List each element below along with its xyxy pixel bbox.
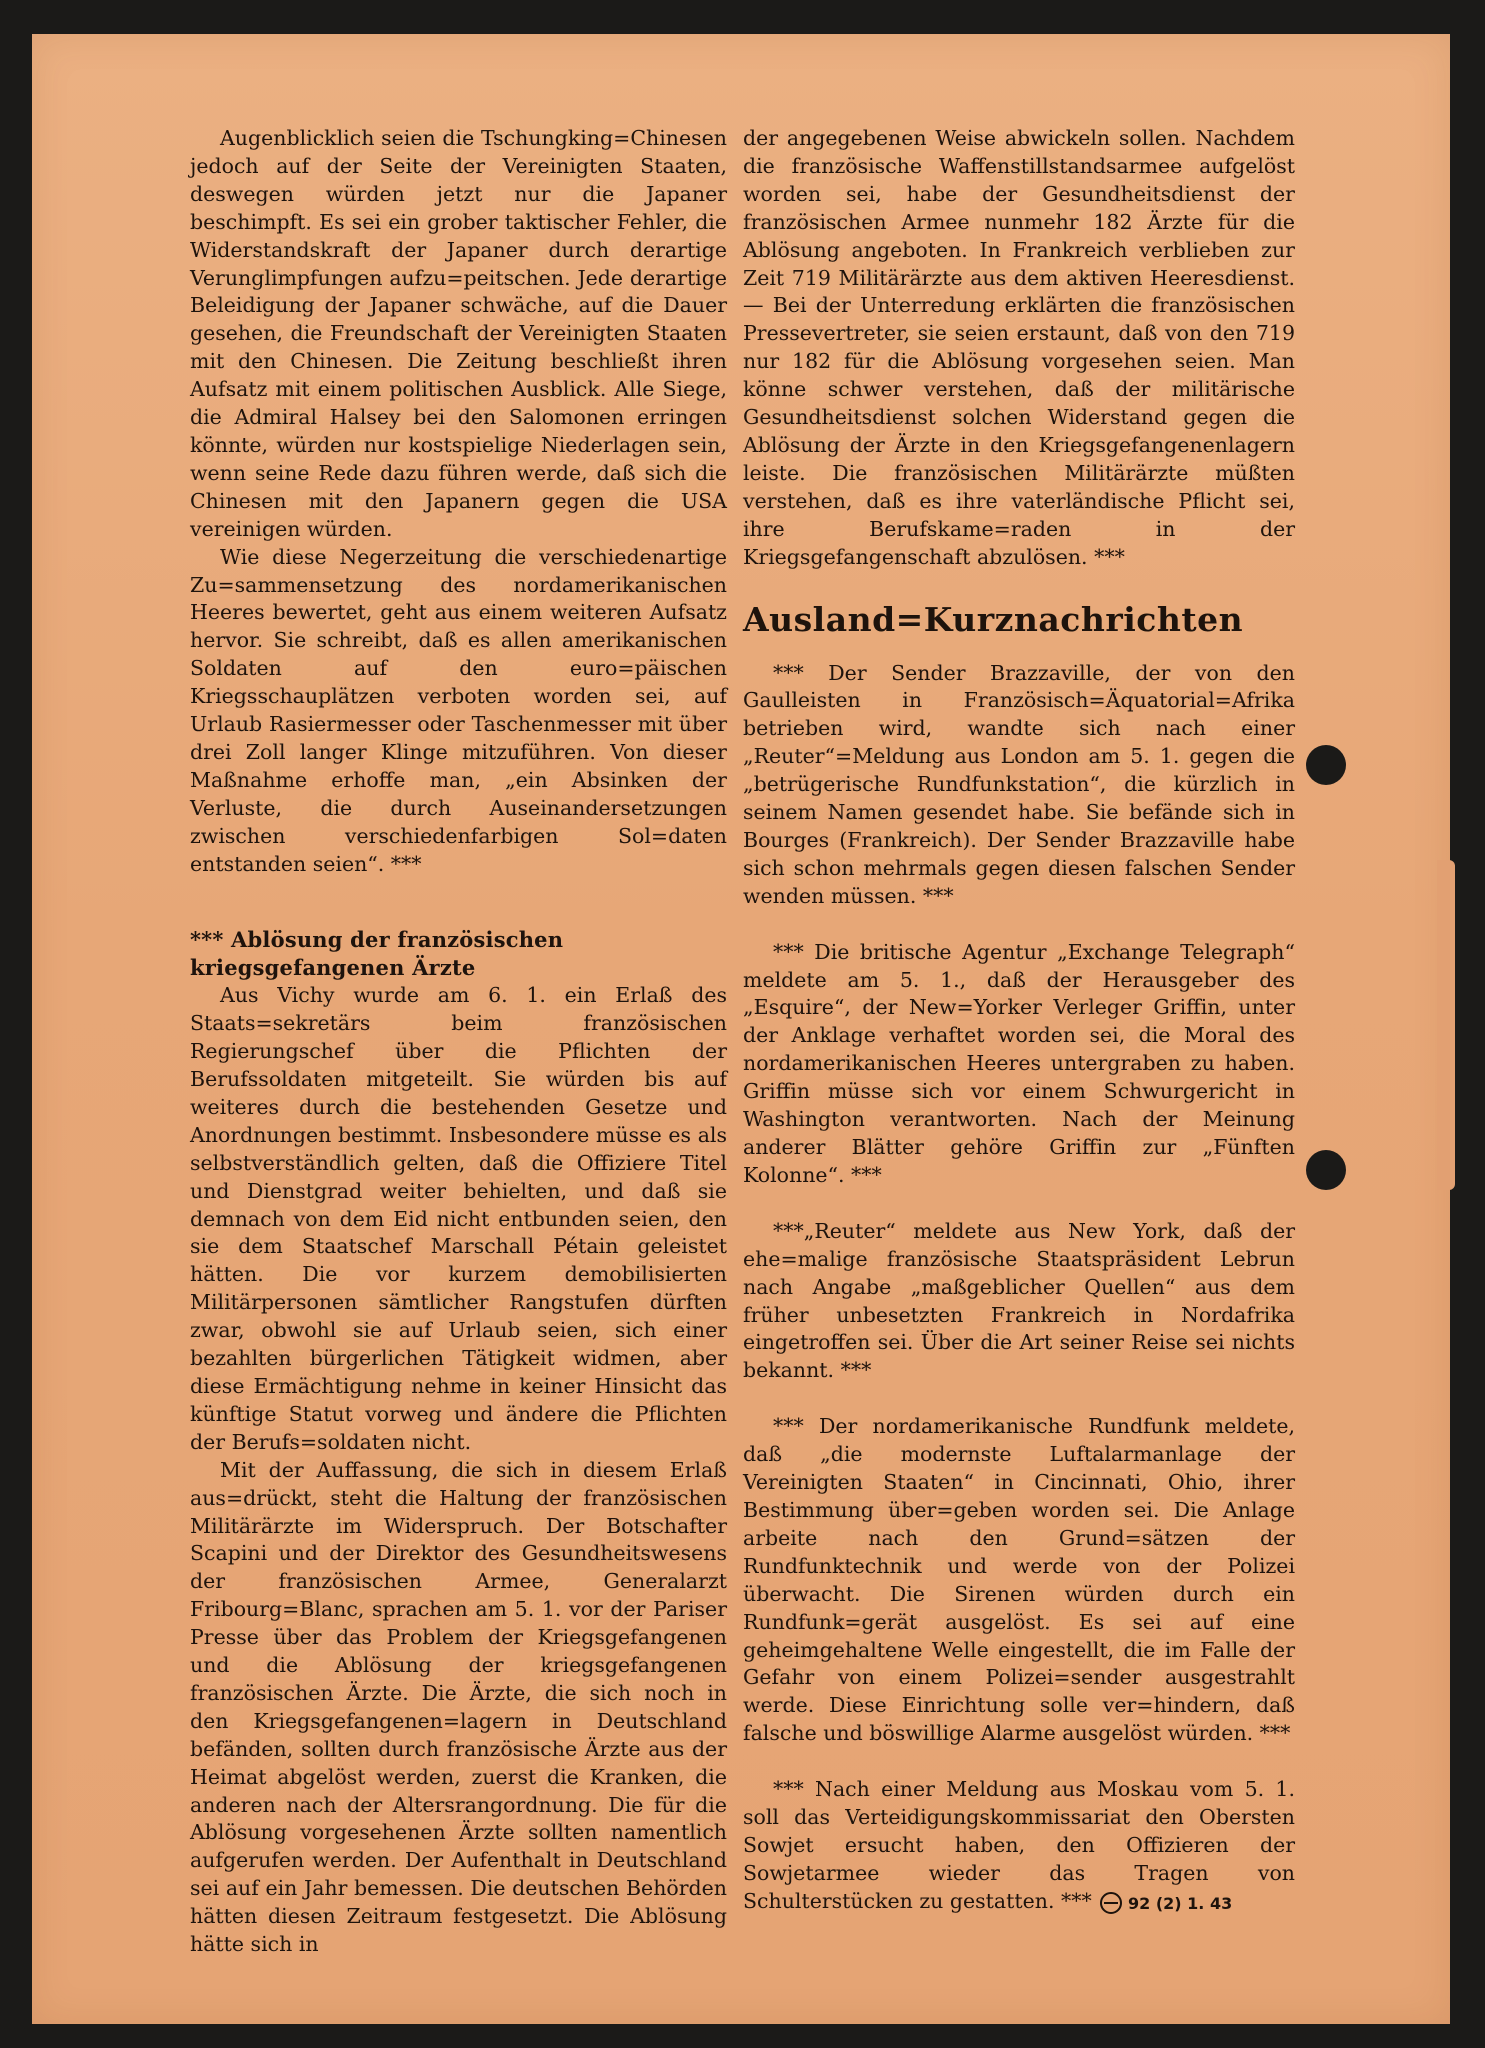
print-code: 92 (2) 1. 43 [1128, 1893, 1233, 1913]
article-paragraph: Wie diese Negerzeitung die verschiedenartige Zu=sammensetzung des nordamerikanischen Heeres bewertet, geht aus einem weiteren Aufsatz hervor. Sie schreibt, daß es allen amerikanischen Soldaten auf den euro=päischen Kriegsschauplätzen verboten worden sei, auf Urlaub Rasiermesser oder Taschenmesser mit über drei Zoll langer Klinge mitzuführen. Von dieser Maßnahme erhoffe man, „ein Absinken der Verluste, die durch Auseinandersetzungen zwischen verschiedenfarbigen Sol=daten entstanden seien“. *** [190, 544, 727, 876]
right-column [743, 125, 1295, 1916]
news-item: *** Der nordamerikanische Rundfunk meldete, daß „die modernste Luftalarmanlage der Vereinigten Staaten“ in Cincinnati, Ohio, ihrer Bestimmung über=geben worden sei. Die Anlage arbeite nach den Grund=sätzen der Rundfunktechnik und werde von der Polizei überwacht. Die Sirenen würden durch ein Rundfunk=gerät ausgelöst. Es sei auf eine geheimgehaltene Welle eingestellt, die im Falle der Gefahr von einem Polizei=sender ausgestrahlt werde. Diese Einrichtung solle ver=hindern, daß falsche und böswillige Alarme ausgelöst würden. *** [743, 1414, 1295, 1746]
news-item: ***„Reuter“ meldete aus New York, daß der ehe=malige französische Staatspräsident Lebrun nach Angabe „maßgeblicher Quellen“ aus dem früher unbesetzten Frankreich in Nordafrika eingetroffen sei. Über die Art seiner Reise sei nichts bekannt. *** [743, 1218, 1295, 1383]
article-paragraph: der angegebenen Weise abwickeln sollen. Nachdem die französische Waffenstillstandsarmee aufgelöst worden sei, habe der Gesundheitsdienst der französischen Armee nunmehr 182 Ärzte für die Ablösung angeboten. In Frankreich verblieben zur Zeit 719 Militärärzte aus dem aktiven Heeresdienst. — Bei der Unterredung erklärten die französischen Pressevertreter, sie seien erstaunt, daß von den 719 nur 182 für die Ablösung vorgesehen seien. Man könne schwer verstehen, daß der militärische Gesundheitsdienst solchen Widerstand gegen die Ablösung der Ärzte in den Kriegsgefangenenlagern leiste. Die französischen Militärärzte müßten verstehen, daß es ihre vaterländische Pflicht sei, ihre Berufskame=raden in der Kriegsgefangenschaft abzulösen. *** [743, 126, 1295, 569]
news-item: *** Der Sender Brazzaville, der von den Gaulleisten in Französisch=Äquatorial=Afrika betrieben wird, wandte sich nach einer „Reuter“=Meldung aus London am 5. 1. gegen die „betrügerische Rundfunkstation“, die kürzlich in seinem Namen gesendet habe. Sie befände sich in Bourges (Frankreich). Der Sender Brazzaville habe sich schon mehrmals gegen diesen falschen Sender wenden müssen. *** [743, 660, 1295, 908]
print-mark [1100, 1892, 1232, 1914]
article-paragraph: Augenblicklich seien die Tschungking=Chinesen jedoch auf der Seite der Vereinigten Staaten, deswegen würden jetzt nur die Japaner beschimpft. Es sei ein grober taktischer Fehler, die Widerstandskraft der Japaner durch derartige Verunglimpfungen aufzu=peitschen. Jede derartige Beleidigung der Japaner schwäche, auf die Dauer gesehen, die Freundschaft der Vereinigten Staaten mit den Chinesen. Die Zeitung beschließt ihren Aufsatz mit einem politischen Ausblick. Alle Siege, die Admiral Halsey bei den Salomonen erringen könnte, würden nur kostspielige Niederlagen sein, wenn seine Rede dazu führen werde, daß sich die Chinesen mit den Japanern gegen die USA vereinigen würden. [190, 126, 727, 541]
news-item: *** Die britische Agentur „Exchange Telegraph“ meldete am 5. 1., daß der Herausgeber des „Esquire“, der New=Yorker Verleger Griffin, unter der Anklage verhaftet worden sei, die Moral des nordamerikanischen Heeres untergraben zu haben. Griffin müsse sich vor einem Schwurgericht in Washington verantworten. Nach der Meinung anderer Blätter gehöre Griffin zur „Fünften Kolonne“. *** [743, 939, 1295, 1187]
punch-hole-top [1306, 745, 1346, 785]
seal-icon [1100, 1892, 1122, 1914]
left-column [190, 125, 727, 1959]
section-heading: Ausland=Kurznachrichten [743, 599, 1244, 639]
section-subheading: *** Ablösung der französischen kriegsgefangenen Ärzte [190, 927, 564, 981]
paper-edge-tab [1437, 860, 1455, 1190]
article-paragraph: Mit der Auffassung, die sich in diesem Erlaß aus=drückt, steht die Haltung der französischen Militärärzte im Widerspruch. Der Botschafter Scapini und der Direktor des Gesundheitswesens der französischen Armee, Generalarzt Fribourg=Blanc, sprachen am 5. 1. vor der Pariser Presse über das Problem der Kriegsgefangenen und die Ablösung der kriegsgefangenen französischen Ärzte. Die Ärzte, die sich noch in den Kriegsgefangenen=lagern in Deutschland befänden, sollten durch französische Ärzte aus der Heimat abgelöst werden, zuerst die Kranken, die anderen nach der Altersrangordnung. Die für die Ablösung vorgesehenen Ärzte sollten namentlich aufgerufen werden. Der Aufenthalt in Deutschland sei auf ein Jahr bemessen. Die deutschen Behörden hätten diesen Zeitraum festgesetzt. Die Ablösung hätte sich in [190, 1457, 727, 1957]
punch-hole-bottom [1306, 1150, 1346, 1190]
news-item: *** Nach einer Meldung aus Moskau vom 5. 1. soll das Verteidigungskommissariat den Obersten Sowjet ersucht haben, den Offizieren der Sowjetarmee wieder das Tragen von Schulterstücken zu gestatten. *** [743, 1777, 1295, 1913]
article-paragraph: Aus Vichy wurde am 6. 1. ein Erlaß des Staats=sekretärs beim französischen Regierungschef über die Pflichten der Berufssoldaten mitgeteilt. Sie würden bis auf weiteres durch die bestehenden Gesetze und Anordnungen bestimmt. Insbesondere müsse es als selbstverständlich gelten, daß die Offiziere Titel und Dienstgrad weiter behielten, und daß sie demnach von dem Eid nicht entbunden seien, den sie dem Staatschef Marschall Pétain geleistet hätten. Die vor kurzem demobilisierten Militärpersonen sämtlicher Rangstufen dürften zwar, obwohl sie auf Urlaub seien, sich einer bezahlten bürgerlichen Tätigkeit widmen, aber diese Ermächtigung nehme in keiner Hinsicht das künftige Statut vorweg und ändere die Pflichten der Berufs=soldaten nicht. [190, 983, 727, 1454]
